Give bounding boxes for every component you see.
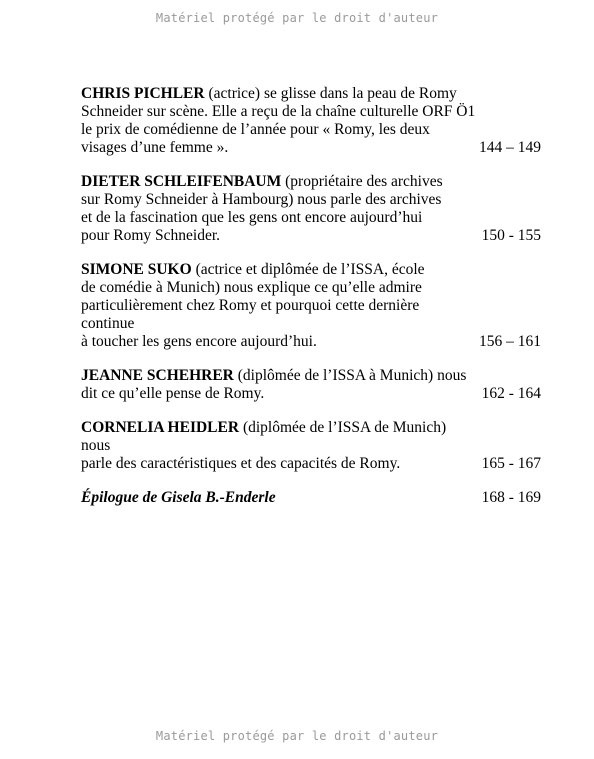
toc-entry-line: pour Romy Schneider. [81, 227, 221, 244]
toc-entry-line: visages d’une femme ». [81, 139, 229, 156]
toc-entry-description: (actrice et diplômée de l’ISSA, école [191, 261, 425, 278]
toc-entry [81, 173, 541, 245]
toc-entry [81, 85, 541, 157]
copyright-watermark-top: Matériel protégé par le droit d'auteur [155, 11, 439, 25]
toc-entry [81, 261, 541, 351]
toc-entry-epilogue [81, 489, 541, 507]
toc-entry [81, 367, 541, 403]
toc-entry-line: particulièrement chez Romy et pourquoi cette dernière continue [81, 297, 420, 332]
toc-entry-first-line [81, 173, 476, 191]
toc-entry-text [81, 173, 476, 245]
toc-entry-first-line [81, 367, 476, 385]
toc-entry [81, 419, 541, 473]
toc-entry-first-line [81, 85, 476, 103]
toc-entry-name: JEANNE SCHEHRER [81, 367, 234, 384]
toc-entry-text [81, 85, 476, 157]
toc-entry-name: CORNELIA HEIDLER [81, 419, 240, 436]
toc-entry-line: le prix de comédienne de l’année pour « Romy, les deux [81, 121, 430, 138]
toc-entry-line: et de la fascination que les gens ont encore aujourd’hui [81, 209, 423, 226]
epilogue-pages: 168 - 169 [481, 489, 541, 506]
toc-entry-pages: 156 – 161 [479, 333, 541, 350]
toc-entry-name: SIMONE SUKO [81, 261, 192, 278]
toc-entry-name: DIETER SCHLEIFENBAUM [81, 173, 282, 190]
copyright-watermark-bottom: Matériel protégé par le droit d'auteur [155, 729, 439, 743]
toc-entry-line: de comédie à Munich) nous explique ce qu’elle admire [81, 279, 422, 296]
epilogue-title: Épilogue de Gisela B.-Enderle [81, 489, 276, 506]
toc-entry-first-line [81, 261, 476, 279]
toc-entry-description: (propriétaire des archives [281, 173, 443, 190]
toc-entry-line: sur Romy Schneider à Hambourg) nous parle des archives [81, 191, 442, 208]
toc-entry-line: dit ce qu’elle pense de Romy. [81, 385, 265, 402]
toc-entry-description: (diplômée de l’ISSA à Munich) nous [233, 367, 467, 384]
toc-entry-text [81, 367, 476, 403]
toc-entry-pages: 144 – 149 [479, 139, 541, 156]
table-of-contents [81, 85, 541, 523]
toc-entry-first-line [81, 419, 476, 455]
toc-entry-description: (diplômée de l’ISSA de Munich) nous [81, 419, 447, 454]
toc-entry-description: (actrice) se glisse dans la peau de Romy [204, 85, 457, 102]
toc-entry-text [81, 419, 476, 473]
toc-entry-name: CHRIS PICHLER [81, 85, 205, 102]
toc-entry-line: à toucher les gens encore aujourd’hui. [81, 333, 317, 350]
toc-entry-line: Schneider sur scène. Elle a reçu de la chaîne culturelle ORF Ö1 [81, 103, 476, 120]
toc-entry-text [81, 261, 476, 351]
toc-entry-line: parle des caractéristiques et des capacités de Romy. [81, 455, 401, 472]
toc-entry-pages: 162 - 164 [481, 385, 541, 402]
toc-entry-pages: 150 - 155 [481, 227, 541, 244]
toc-entry-pages: 165 - 167 [481, 455, 541, 472]
